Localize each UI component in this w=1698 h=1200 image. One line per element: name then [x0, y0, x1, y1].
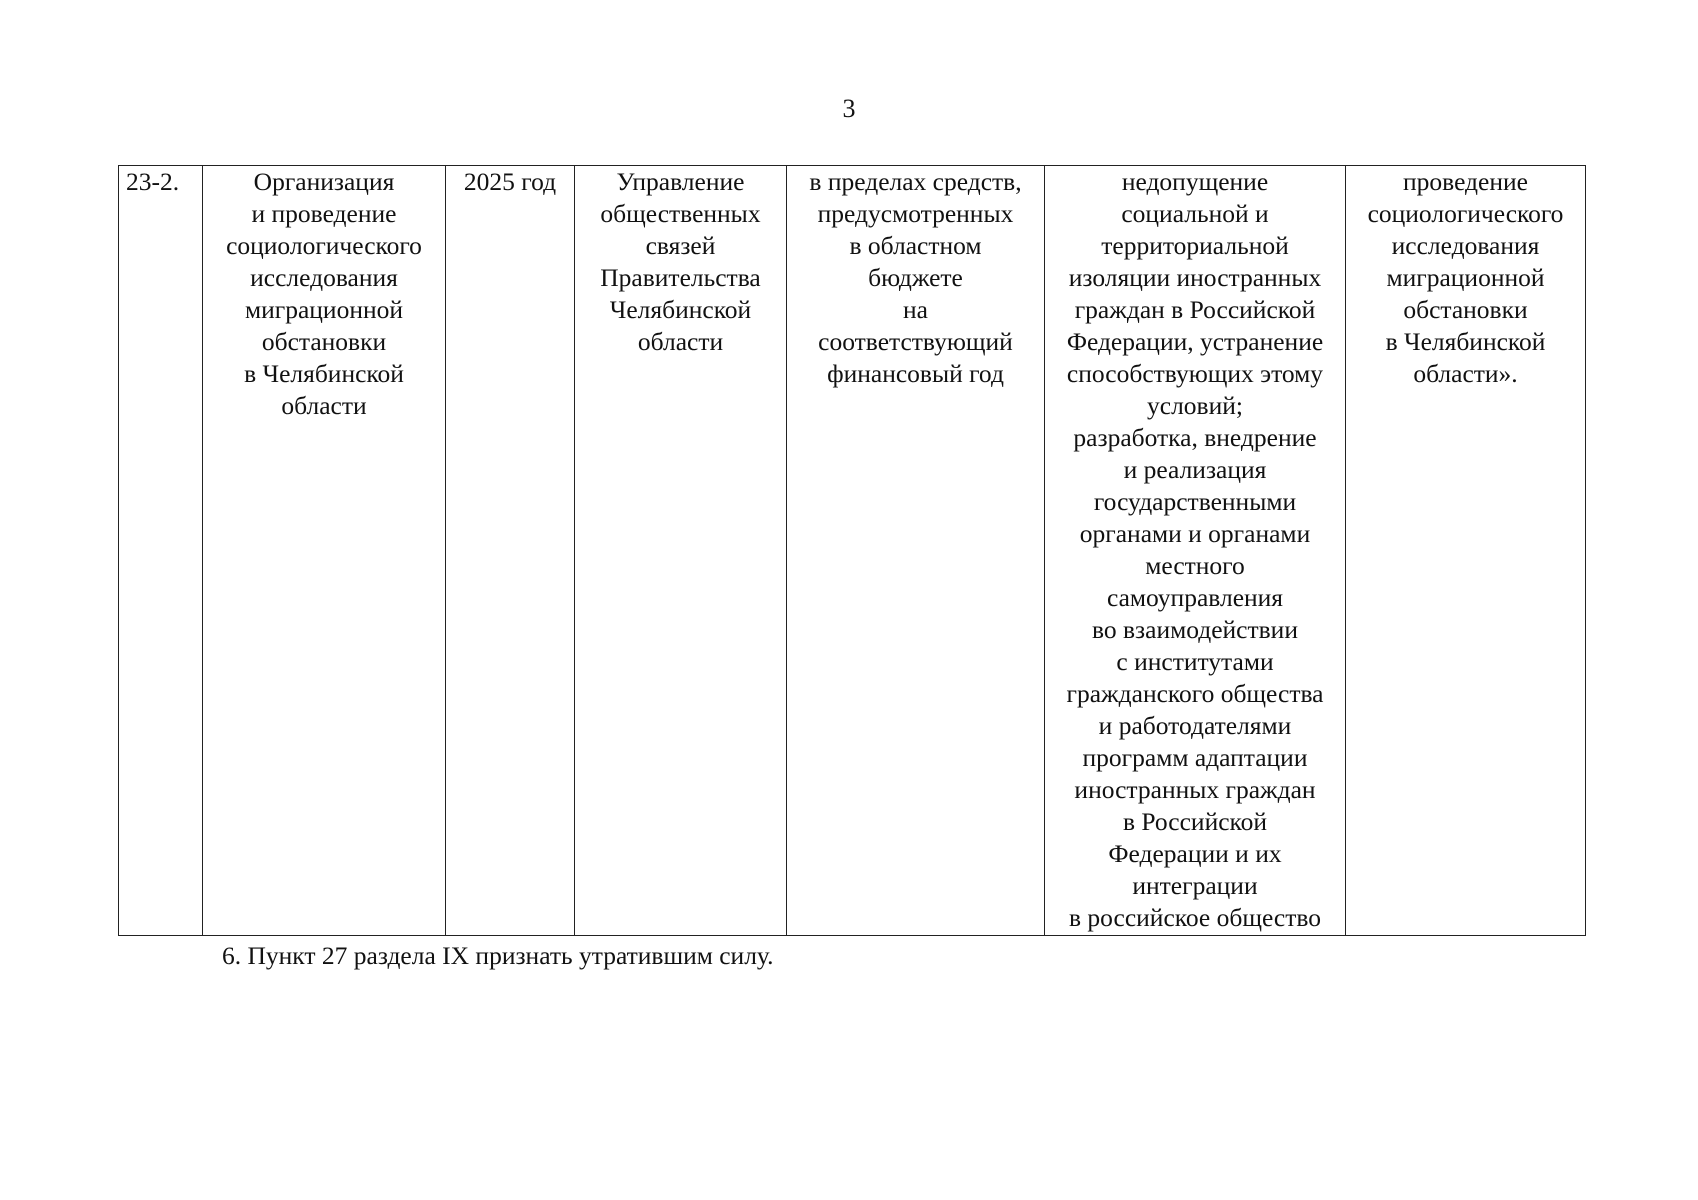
cell-line: социологического: [226, 231, 422, 260]
table-row: [119, 166, 1586, 936]
event-cell: [203, 166, 446, 936]
cell-line: интеграции: [1132, 871, 1258, 900]
cell-line: Организация: [253, 167, 395, 196]
cell-line: местного: [1145, 551, 1245, 580]
cell-line: самоуправления: [1106, 583, 1284, 612]
period-text: 2025 год: [463, 167, 557, 196]
executor-cell: [575, 166, 787, 936]
cell-line: обстановки: [1403, 295, 1528, 324]
cell-line: области».: [1413, 359, 1518, 388]
cell-line: исследования: [1391, 231, 1540, 260]
cell-line: в российское общество: [1068, 903, 1322, 932]
cell-line: в Челябинской: [244, 359, 404, 388]
cell-line: Федерации, устранение: [1066, 327, 1324, 356]
period-cell: [446, 166, 575, 936]
row-number-cell: [119, 166, 203, 936]
cell-line: гражданского общества: [1066, 679, 1324, 708]
cell-line: иностранных граждан: [1074, 775, 1316, 804]
cell-line: и работодателями: [1098, 711, 1292, 740]
cell-line: области: [281, 391, 367, 420]
cell-line: программ адаптации: [1082, 743, 1308, 772]
cell-line: Правительства: [600, 263, 761, 292]
cell-line: обстановки: [261, 327, 387, 356]
cell-line: Управление: [616, 167, 745, 196]
cell-line: разработка, внедрение: [1073, 423, 1317, 452]
result-cell: [1346, 166, 1586, 936]
cell-line: социологического: [1367, 199, 1564, 228]
goal-cell: [1045, 166, 1346, 936]
measures-table: [118, 165, 1586, 936]
cell-line: в областном: [849, 231, 982, 260]
cell-line: социальной и: [1121, 199, 1269, 228]
cell-line: в Российской: [1122, 807, 1268, 836]
cell-line: Федерации и их: [1108, 839, 1282, 868]
cell-line: органами и органами: [1079, 519, 1311, 548]
cell-line: предусмотренных: [817, 199, 1014, 228]
cell-line: в Челябинской: [1385, 327, 1546, 356]
cell-line: государственными: [1093, 487, 1297, 516]
cell-line: и проведение: [251, 199, 397, 228]
cell-line: изоляции иностранных: [1068, 263, 1322, 292]
cell-line: во взаимодействии: [1092, 615, 1298, 644]
cell-line: с институтами: [1116, 647, 1274, 676]
cell-line: области: [637, 327, 724, 356]
cell-line: бюджете: [868, 263, 963, 292]
cell-line: способствующих этому: [1066, 359, 1324, 388]
cell-line: миграционной: [244, 295, 404, 324]
page-number: 3: [842, 94, 856, 123]
cell-line: связей: [645, 231, 716, 260]
funding-cell: [787, 166, 1045, 936]
cell-line: исследования: [250, 263, 398, 292]
cell-line: миграционной: [1386, 263, 1545, 292]
cell-line: соответствующий: [818, 327, 1013, 356]
row-number: 23-2.: [126, 167, 180, 196]
cell-line: на: [903, 295, 928, 324]
cell-line: граждан в Российской: [1074, 295, 1316, 324]
cell-line: Челябинской: [609, 295, 752, 324]
cell-line: недопущение: [1121, 167, 1269, 196]
cell-line: и реализация: [1123, 455, 1267, 484]
cell-line: финансовый год: [827, 359, 1004, 388]
cell-line: общественных: [600, 199, 761, 228]
cell-line: территориальной: [1101, 231, 1289, 260]
cell-line: проведение: [1403, 167, 1528, 196]
cell-line: условий;: [1147, 391, 1243, 420]
cell-line: в пределах средств,: [809, 167, 1022, 196]
footnote-paragraph: 6. Пункт 27 раздела IX признать утратившим силу.: [222, 941, 774, 970]
